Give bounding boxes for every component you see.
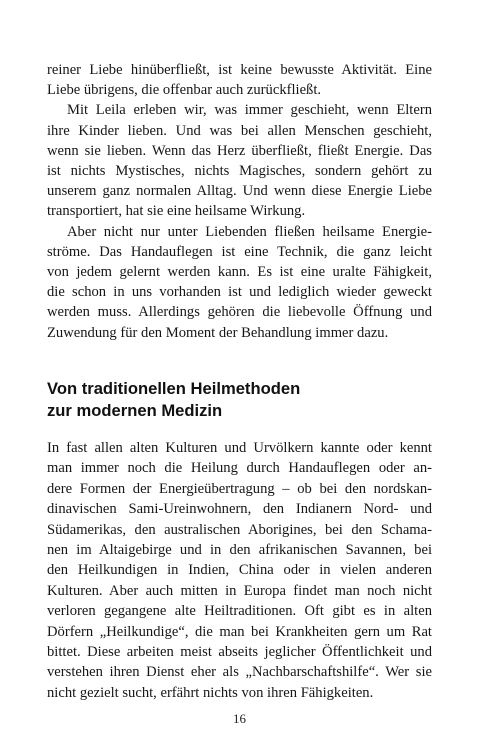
text-line: nen im Altaigebirge und in den afrikanischen Savannen, bei	[47, 542, 432, 558]
text-line: dere Formen der Energieübertragung – ob bei den nordskan-	[47, 480, 432, 497]
text-line: man immer noch die Heilung durch Handauflegen oder an-	[47, 460, 432, 477]
text-line: Südamerikas, den australischen Aborigines, bei den Schama-	[47, 521, 432, 538]
text-line: ihre Kinder lieben. Und was bei allen Menschen geschieht,	[47, 122, 432, 139]
text-line: werden muss. Allerdings gehören die liebevolle Öffnung und	[47, 304, 432, 321]
text-line: die schon in uns vorhanden ist und lediglich wieder geweckt	[47, 284, 432, 301]
text-line: verstehen ihren Dienst eher als „Nachbarschaftshilfe“. Wer sie	[47, 664, 432, 681]
text-line: Zuwendung für den Moment der Behandlung immer dazu.	[47, 324, 389, 341]
text-line: wenn sie lieben. Wenn das Herz überfließt, fließt Energie. Das	[47, 142, 432, 159]
text-line: den Heilkundigen in Indien, China oder in vielen anderen	[47, 562, 432, 579]
text-line: Kulturen. Aber auch mitten in Europa findet man noch nicht	[47, 582, 432, 599]
text-line: In fast allen alten Kulturen und Urvölkern kannte oder kennt	[47, 440, 432, 456]
text-line: reiner Liebe hinüberfließt, ist keine bewusste Aktivität. Eine	[47, 62, 432, 78]
text-line: von jedem gelernt werden kann. Es ist eine uralte Fähigkeit,	[47, 264, 432, 280]
text-line: bittet. Diese arbeiten meist abseits jeglicher Öffentlichkeit und	[47, 644, 432, 660]
text-line: dinavischen Sami-Ureinwohnern, den Indianern Nord- und	[47, 501, 432, 518]
text-line: transportiert, hat sie eine heilsame Wirkung.	[47, 203, 306, 220]
text-line: unserem ganz normalen Alltag. Und wenn diese Energie Liebe	[47, 183, 432, 200]
page-number: 16	[233, 711, 246, 726]
text-line: ströme. Das Handauflegen ist eine Technik, die ganz leicht	[47, 243, 432, 260]
text-line: nicht gezielt sucht, erfährt nichts von ihren Fähigkeiten.	[47, 684, 374, 701]
text-line: Mit Leila erleben wir, was immer geschieht, wenn Eltern	[67, 102, 432, 119]
text-line: verloren gegangene alte Heiltraditionen. Oft gibt es in alten	[47, 603, 432, 620]
text-line: Aber nicht nur unter Liebenden fließen heilsame Energie-	[67, 223, 432, 240]
section-heading-line: Von traditionellen Heilmethoden	[47, 379, 301, 398]
section-heading-line: zur modernen Medizin	[47, 401, 223, 420]
text-line: ist nichts Mystisches, nichts Magisches, sondern gehört zu	[47, 163, 432, 179]
text-line: Dörfern „Heilkundige“, die man bei Krankheiten gern um Rat	[47, 623, 432, 640]
text-line: Liebe übrigens, die offenbar auch zurückfließt.	[47, 82, 322, 99]
